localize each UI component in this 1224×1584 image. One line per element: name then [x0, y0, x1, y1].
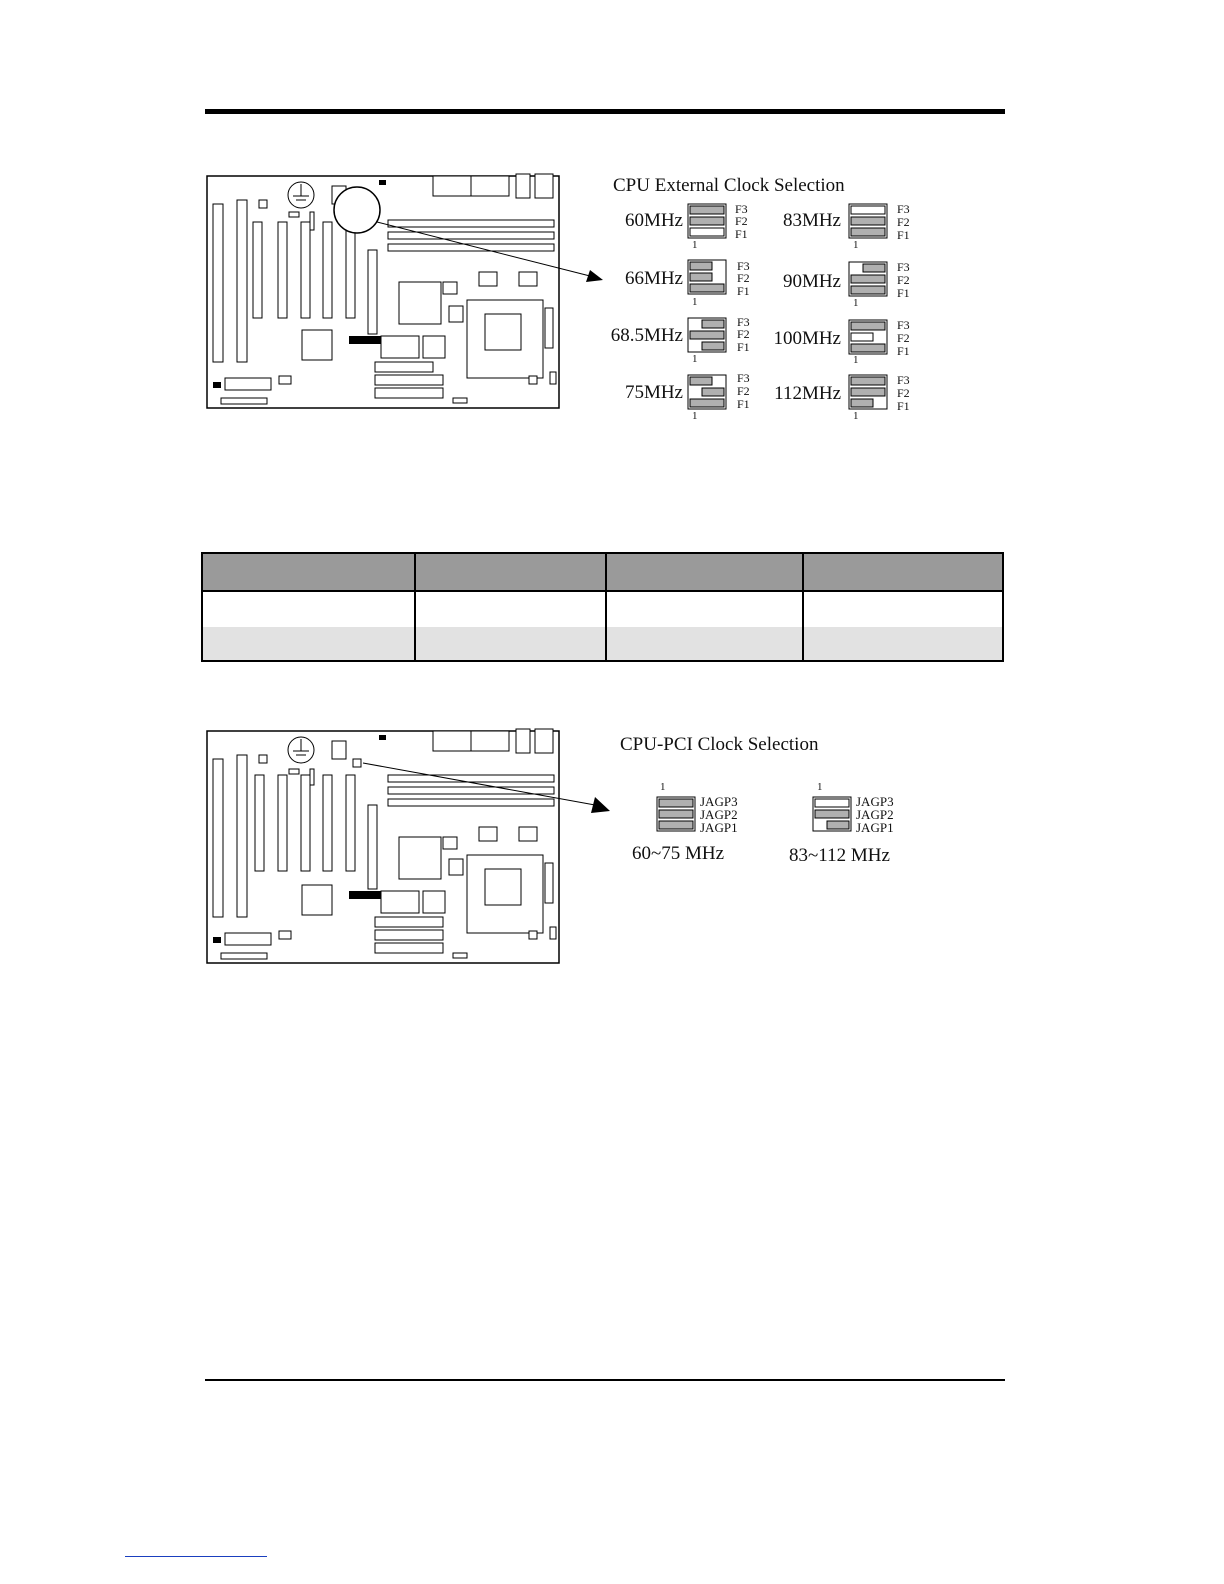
cpu-external-clock-figure [205, 170, 935, 430]
jumper-label-f1: F1 [897, 344, 910, 358]
jumper-60mhz [688, 204, 726, 238]
pin1-marker: 1 [692, 410, 698, 422]
table-cell [606, 627, 804, 661]
jumper-label-jagp1: JAGP1 [856, 820, 894, 835]
table-cell [202, 591, 415, 627]
jumper-label-f1: F1 [735, 227, 748, 241]
jumper-label-f3: F3 [735, 202, 748, 216]
jumper-label-f2: F2 [897, 273, 910, 287]
jumper-label-f3: F3 [737, 315, 750, 329]
table-header-cell [415, 553, 606, 591]
pin1-marker: 1 [692, 296, 698, 308]
pci-freq-label: 60~75 MHz [632, 843, 725, 864]
freq-label: 90MHz [782, 271, 841, 292]
jumper-100mhz [849, 320, 887, 354]
table-header-cell [202, 553, 415, 591]
jumper-label-jagp2: JAGP2 [700, 807, 738, 822]
jumper-label-f2: F2 [737, 384, 750, 398]
jumper-60-75mhz [657, 797, 695, 831]
jumper-label-f3: F3 [737, 371, 750, 385]
pin1-marker: 1 [692, 239, 698, 251]
table-cell [415, 591, 606, 627]
jumper-label-f1: F1 [897, 286, 910, 300]
bottom-rule [205, 1379, 1005, 1381]
jumper-label-f3: F3 [897, 373, 910, 387]
table-cell [415, 627, 606, 661]
jumper-label-f1: F1 [897, 399, 910, 413]
pin1-marker: 1 [692, 353, 698, 365]
freq-label: 60MHz [624, 210, 683, 231]
jumper-68-5mhz [688, 318, 726, 352]
jumper-label-f2: F2 [735, 214, 748, 228]
table-cell [803, 627, 1003, 661]
jumper-75mhz [688, 375, 726, 409]
table-row [202, 627, 1003, 661]
jumper-label-f1: F1 [737, 340, 750, 354]
jumper-label-f1: F1 [737, 397, 750, 411]
pin1-marker: 1 [853, 410, 859, 422]
freq-label: 100MHz [773, 328, 841, 349]
freq-label: 66MHz [624, 268, 683, 289]
jumper-label-f3: F3 [737, 259, 750, 273]
figure2-title: CPU-PCI Clock Selection [620, 734, 819, 755]
jumper-label-f1: F1 [897, 228, 910, 242]
top-rule [205, 109, 1005, 114]
jumper-label-f3: F3 [897, 260, 910, 274]
jumper-label-f3: F3 [897, 318, 910, 332]
table-header-cell [606, 553, 804, 591]
jumper-90mhz [849, 262, 887, 296]
jumper-label-jagp1: JAGP1 [700, 820, 738, 835]
table-row [202, 591, 1003, 627]
table-header-cell [803, 553, 1003, 591]
pin1-marker: 1 [853, 239, 859, 251]
jumper-label-jagp2: JAGP2 [856, 807, 894, 822]
jumper-label-f2: F2 [897, 331, 910, 345]
pin1-marker: 1 [660, 781, 666, 793]
jumper-label-f2: F2 [737, 271, 750, 285]
freq-label: 68.5MHz [610, 325, 683, 346]
table-cell [202, 627, 415, 661]
jumper-112mhz [849, 375, 887, 409]
pin1-marker: 1 [853, 354, 859, 366]
pin1-marker: 1 [817, 781, 823, 793]
table-cell [803, 591, 1003, 627]
table-cell [606, 591, 804, 627]
jumper-83-112mhz [813, 797, 851, 831]
jumper-66mhz [688, 260, 726, 294]
freq-label: 83MHz [782, 210, 841, 231]
freq-label: 112MHz [774, 383, 841, 404]
figure1-title: CPU External Clock Selection [613, 175, 845, 196]
jumper-label-f2: F2 [737, 327, 750, 341]
jumper-label-f1: F1 [737, 284, 750, 298]
jumper-label-jagp3: JAGP3 [856, 794, 894, 809]
jumper-83mhz [849, 204, 887, 238]
jumper-label-f2: F2 [897, 215, 910, 229]
freq-label: 75MHz [624, 382, 683, 403]
footnote-separator [125, 1556, 267, 1557]
pin1-marker: 1 [853, 297, 859, 309]
jumper-label-f2: F2 [897, 386, 910, 400]
jumper-label-jagp3: JAGP3 [700, 794, 738, 809]
jumper-label-f3: F3 [897, 202, 910, 216]
cpu-pci-clock-figure [205, 725, 935, 975]
settings-table [201, 552, 1004, 662]
pci-freq-label: 83~112 MHz [789, 845, 890, 866]
